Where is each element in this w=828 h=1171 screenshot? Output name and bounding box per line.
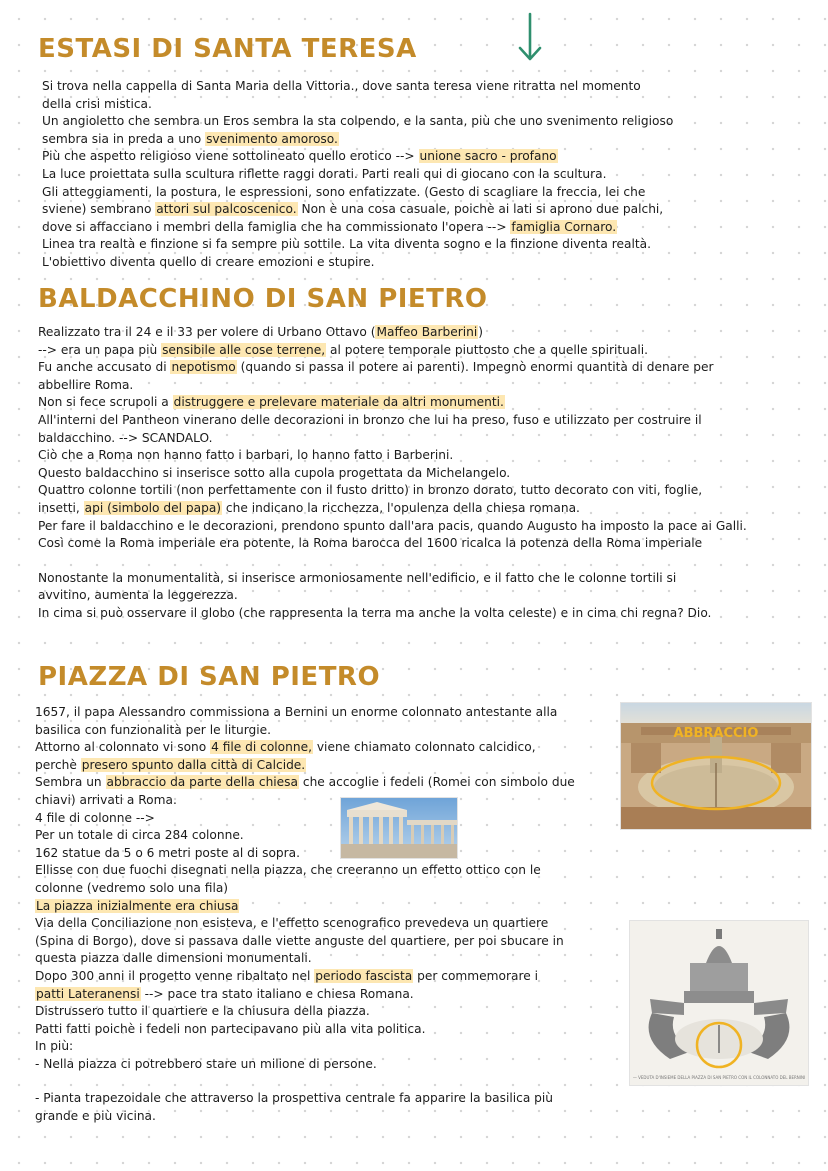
highlighted-text: attori sul palcoscenico. [156,202,297,217]
text-line [38,570,813,588]
text-segment: Attorno al colonnato vi sono [35,740,211,755]
body-baldacchino [38,324,813,623]
text-segment: Linea tra realtà e finzione si fa sempre più sottile. La vita diventa sogno e la finzione diventa realtà. [42,237,651,252]
text-line [38,342,813,360]
highlighted-text: famiglia Cornaro. [511,219,617,234]
text-segment: --> era un papa più [38,342,162,357]
text-segment: questa piazza dalle dimensioni monumentali. [35,951,312,966]
text-segment: Ellisse con due fuochi disegnati nella piazza, che creeranno un effetto ottico con le [35,863,541,878]
text-segment: Nonostante la monumentalità, si inserisce armoniosamente nell'edificio, e il fatto che le colonne tortili si [38,570,677,585]
highlighted-text: sensibile alle cose terrene, [162,342,326,357]
text-line [35,1003,625,1021]
text-line [42,113,762,131]
heading-baldacchino: BALDACCHINO DI SAN PIETRO [38,284,488,314]
highlighted-text: nepotismo [171,360,236,375]
body-santa-teresa [42,78,762,272]
highlighted-text: Maffeo Barberini [376,325,478,339]
text-segment: perchè [35,757,81,772]
text-segment: per commemorare i [413,968,538,983]
text-segment: che indicano la ricchezza, l'opulenza della chiesa romana. [222,500,580,515]
text-segment: Via della Conciliazione non esisteva, e l'effetto scenografico prevedeva un quartiere [35,916,549,931]
text-segment: Un angioletto che sembra un Eros sembra la sta colpendo, e la santa, più che uno svenimento religioso [42,114,674,129]
text-segment: grande e più vicina. [35,1109,156,1124]
paragraph-gap [35,1073,625,1090]
text-line [38,412,813,430]
text-segment: In più: [35,1039,74,1054]
highlighted-text: unione sacro - profano [419,149,557,164]
text-segment: Per fare il baldacchino e le decorazioni, prendono spunto dall'ara pacis, quando Augusto ha imposto la pace ai Galli. [38,518,747,533]
text-line [35,933,625,951]
text-segment: insetti, [38,500,84,515]
text-segment: Non è una cosa casuale, poichè ai lati si aprono due palchi, [297,202,664,217]
text-line [35,845,625,863]
text-segment: sviene) sembrano [42,202,156,217]
text-line [35,722,625,740]
text-segment: La luce proiettata sulla scultura riflette raggi dorati. Parti reali qui di giocano con la scultura. [42,166,607,181]
text-line [38,605,813,623]
text-segment: 4 file di colonne --> [35,810,155,825]
text-segment: Questo baldacchino si inserisce sotto alla cupola progettata da Michelangelo. [38,465,511,480]
text-segment: Sembra un [35,775,106,790]
text-line [42,148,762,166]
text-segment: --> pace tra stato italiano e chiesa Romana. [140,986,414,1001]
text-line [38,394,813,412]
text-line [42,96,762,114]
text-segment: Dopo 300 anni il progetto venne ribaltato nel [35,968,315,983]
heading-santa-teresa: ESTASI DI SANTA TERESA [38,34,417,64]
text-segment: abbellire Roma. [38,377,134,392]
text-segment: che accoglie i fedeli (Romei con simbolo due [299,775,575,790]
text-line [38,465,813,483]
text-line [35,1021,625,1039]
text-segment: All'interni del Pantheon vinerano delle decorazioni in bronzo che lui ha preso, fuso e utilizzato per costruire il [38,412,702,427]
text-line [35,986,625,1004]
text-line [35,1090,625,1108]
text-segment: - Pianta trapezoidale che attraverso la prospettiva centrale fa apparire la basilica più [35,1091,554,1106]
text-segment: avvitino, aumenta la leggerezza. [38,588,238,603]
text-segment: (Spina di Borgo), dove si passava dalle viette anguste del quartiere, per poi sbucare in [35,933,564,948]
text-line [35,1108,625,1126]
text-segment: Fu anche accusato di [38,360,171,375]
text-segment: sembra sia in preda a uno [42,131,206,146]
text-line [38,430,813,448]
highlighted-text: La piazza inizialmente era chiusa [36,898,239,913]
text-line [42,201,762,219]
text-line [35,968,625,986]
text-segment: Per un totale di circa 284 colonne. [35,828,244,843]
text-line [35,774,625,792]
text-segment: 162 statue da 5 o 6 metri poste al di sopra. [35,845,301,860]
photo-annotation-abbraccio: ABBRACCIO [673,726,759,741]
text-segment: baldacchino. --> SCANDALO. [38,430,213,445]
text-segment: Distrussero tutto il quartiere e la chiusura della piazza. [35,1004,370,1019]
text-line [38,500,813,518]
text-line [35,757,625,775]
text-line [38,518,813,536]
text-line [35,898,625,916]
text-segment: Ciò che a Roma non hanno fatto i barbari, lo hanno fatto i Barberini. [38,448,454,463]
text-segment: Realizzato tra il 24 e il 33 per volere di Urbano Ottavo ( [38,325,376,339]
text-line [38,587,813,605]
text-line [38,324,813,342]
text-segment: dove si affacciano i membri della famiglia che ha commissionato l'opera --> [42,219,511,234]
text-segment: basilica con funzionalità per le liturgie. [35,722,272,737]
text-line [35,739,625,757]
text-line [38,535,813,553]
text-line [42,254,762,272]
text-segment: 1657, il papa Alessandro commissiona a Bernini un enorme colonnato antestante alla [35,705,558,719]
text-segment: Si trova nella cappella di Santa Maria della Vittoria., dove santa teresa viene ritratta nel momento [42,79,641,93]
text-segment: Non si fece scrupoli a [38,395,173,410]
text-segment: chiavi) arrivati a Roma. [35,792,177,807]
text-line [35,862,625,880]
paragraph-gap [38,553,813,570]
highlighted-text: api (simbolo del papa) [84,500,222,515]
text-line [35,704,625,722]
text-segment: Patti fatti poichè i fedeli non partecipavano più alla vita politica. [35,1021,426,1036]
text-line [35,827,625,845]
aerial-photo-piazza [620,702,812,830]
text-line [38,359,813,377]
highlighted-text: 4 file di colonne, [211,740,312,755]
text-segment: colonne (vedremo solo una fila) [35,880,229,895]
text-line [42,131,762,149]
text-segment: Così come la Roma imperiale era potente, la Roma barocca del 1600 ricalca la potenza della Roma imperiale [38,536,703,551]
text-line [38,377,813,395]
text-segment: In cima si può osservare il globo (che rappresenta la terra ma anche la volta celeste) e in cima chi regna? Dio. [38,605,712,620]
colonnade-photo [340,797,458,859]
text-segment: al potere temporale piuttosto che a quelle spirituali. [326,342,648,357]
highlighted-text: distruggere e prelevare materiale da altri monumenti. [173,395,504,410]
text-segment: ) [478,325,484,339]
text-line [35,880,625,898]
text-line [35,915,625,933]
highlighted-text: abbraccio da parte della chiesa [106,775,298,790]
text-segment: - Nella piazza ci potrebbero stare un milione di persone. [35,1056,377,1071]
text-segment: della crisi mistica. [42,96,152,111]
text-line [35,1056,625,1074]
heading-piazza: PIAZZA DI SAN PIETRO [38,662,381,692]
engraving-piazza [629,920,809,1086]
engraving-caption: — VEDUTA D'INSIEME DELLA PIAZZA DI SAN PIETRO CON IL COLONNATO DEL BERNINI [632,1075,806,1080]
highlighted-text: patti Lateranensi [36,986,140,1001]
highlighted-text: svenimento amoroso. [206,131,338,146]
text-line [42,184,762,202]
text-segment: Più che aspetto religioso viene sottolineato quello erotico --> [42,149,419,164]
text-line [42,166,762,184]
text-line [42,219,762,237]
text-line [35,1038,625,1056]
text-segment: Gli atteggiamenti, la postura, le espressioni, sono enfatizzate. (Gesto di scagliare la freccia, lei che [42,184,646,199]
text-segment: viene chiamato colonnato calcidico, [312,740,536,755]
body-piazza [35,704,625,1126]
highlighted-text: presero spunto dalla città di Calcide. [81,757,306,772]
text-line [38,447,813,465]
text-line [35,810,625,828]
text-line [35,792,625,810]
text-line [42,236,762,254]
text-line [38,482,813,500]
arrow-down-icon [515,10,545,66]
text-segment: L'obiettivo diventa quello di creare emozioni e stupire. [42,254,375,269]
text-line [35,950,625,968]
text-segment: Quattro colonne tortili (non perfettamente con il fusto dritto) in bronzo dorato, tutto decorato con viti, foglie, [38,483,703,498]
highlighted-text: periodo fascista [315,968,413,983]
text-line [42,78,762,96]
text-segment: (quando si passa il potere ai parenti). Impegnò enormi quantità di denare per [236,360,714,375]
